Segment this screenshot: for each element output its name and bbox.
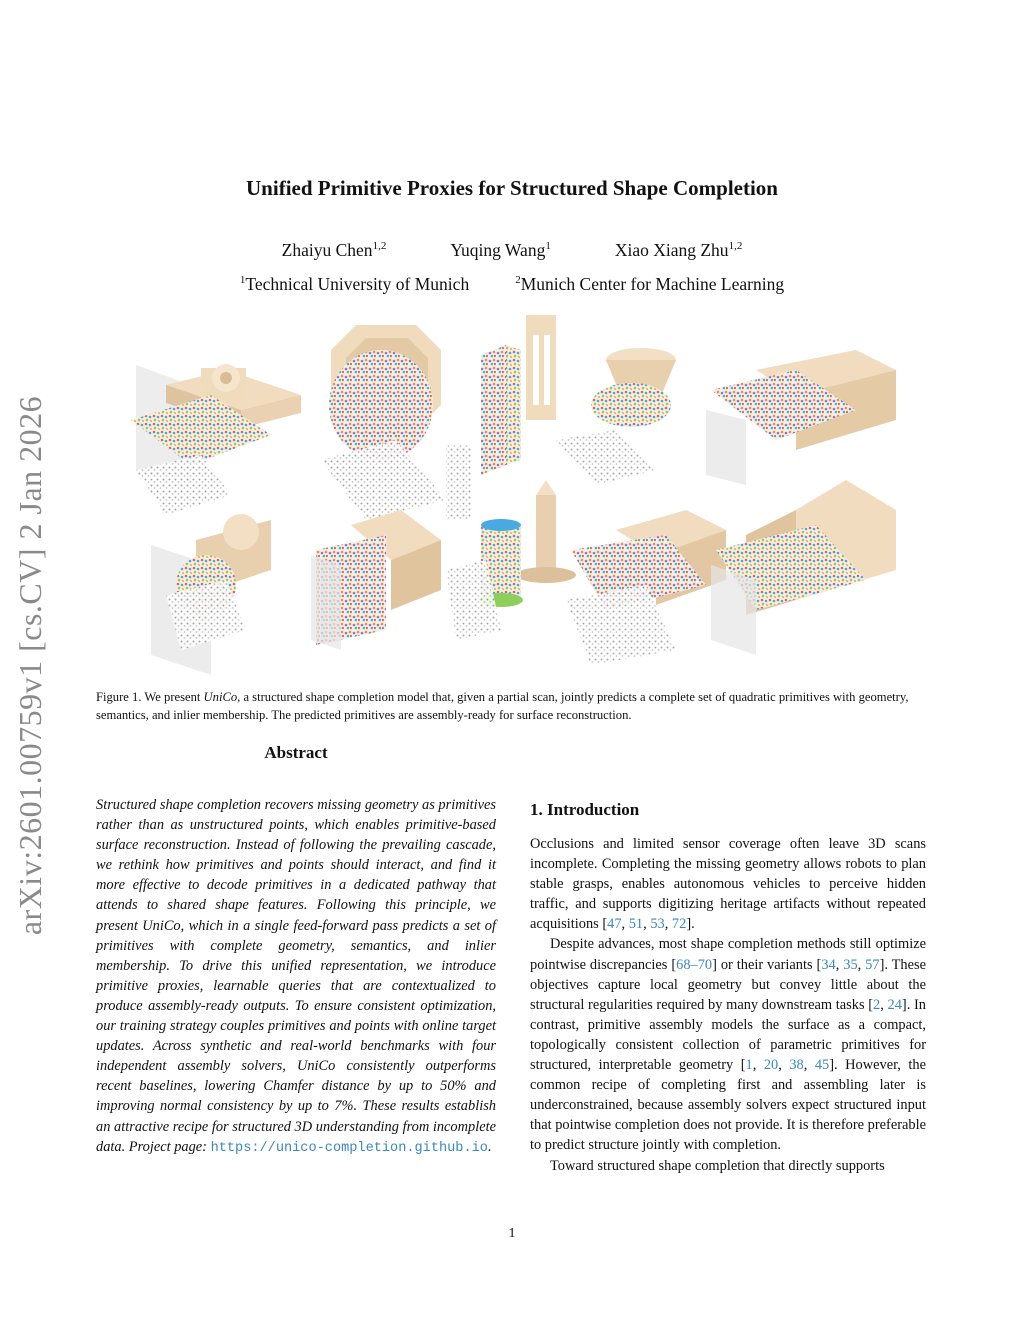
caption-label: Figure 1. [96, 690, 142, 704]
citation-link[interactable]: 20 [763, 1057, 779, 1074]
citation-link[interactable]: 2 [873, 996, 881, 1013]
caption-text-pre: We present [144, 690, 204, 704]
abstract-end: . [487, 1138, 492, 1155]
author-list [0, 240, 1024, 261]
caption-model-name: UniCo [203, 690, 238, 704]
citation-link[interactable]: 38 [789, 1057, 804, 1074]
paper-title: Unified Primitive Proxies for Structured Shape Completion [246, 176, 778, 200]
teaser-figure [96, 310, 926, 675]
arxiv-stamp-text: arXiv:2601.00759v1 [cs.CV] 2 Jan 2026 [12, 395, 49, 935]
project-url-link[interactable]: https://unico-completion.github.io [210, 1140, 488, 1156]
author: Yuqing Wang$^1$ [450, 240, 551, 260]
introduction-body [530, 834, 926, 1176]
intro-paragraph: Toward structured shape completion that directly supports [550, 1157, 885, 1174]
citation-link[interactable]: 35 [843, 956, 858, 973]
citation-link[interactable]: 34 [821, 956, 836, 973]
citation-link[interactable]: 72 [671, 916, 687, 933]
citation-link[interactable]: 57 [865, 956, 880, 973]
caption-text-post: , a structured shape completion model that, given a partial scan, jointly predicts a complete set of quadratic primitives with geometry, semantics, and inlier membership. The predicted primitives are assembly-ready for surface reconstruction. [96, 690, 909, 722]
affiliation: $^2$Munich Center for Machine Learning [515, 274, 785, 294]
intro-paragraph: Occlusions and limited sensor coverage often leave 3D scans incomplete. Completing the missing geometry allows robots to plan stable grasps, enables autonomous vehicles to perceive hidden traffic, and supports digitizing heritage artifacts without repeated acquisitions [47, 51, 53, 72]. [530, 836, 926, 933]
abstract-text: Structured shape completion recovers missing geometry as primitives rather than as unstructured points, which enables primitive-based surface reconstruction. Instead of following the prevailing cascade, we rethink how primitives and points should interact, and find it more effective to decode primitives in a dedicated pathway that attends to shared shape features. Following this principle, we present UniCo, which in a single feed-forward pass predicts a set of primitives with complete geometry, semantics, and inlier membership. To drive this unified representation, we introduce primitive proxies, learnable queries that are contextualized to produce assembly-ready outputs. To ensure consistent optimization, our training strategy couples primitives and points with online target updates. Across synthetic and real-world benchmarks with four independent assembly solvers, UniCo consistently outperforms recent baselines, lowering Chamfer distance by up to 50% and improving normal consistency by up to 7%. These results establish an attractive recipe for structured 3D understanding from incomplete data. Project page: [96, 797, 496, 1155]
citation-link[interactable]: 47 [607, 916, 622, 933]
teaser-illustration [96, 310, 926, 675]
figure-caption [96, 688, 926, 724]
citation-link[interactable]: 45 [814, 1057, 830, 1074]
page-number: 1 [508, 1226, 516, 1241]
abstract-body [96, 795, 496, 1159]
introduction-heading: 1. Introduction [530, 800, 640, 819]
citation-link[interactable]: 53 [650, 916, 665, 933]
citation-link[interactable]: 51 [628, 916, 644, 933]
citation-link[interactable]: 24 [887, 996, 902, 1013]
abstract-heading: Abstract [264, 743, 328, 762]
affiliation: $^1$Technical University of Munich [239, 274, 470, 294]
citation-link[interactable]: 68–70 [676, 956, 713, 973]
arxiv-stamp [6, 380, 56, 950]
citation-link[interactable]: 1 [745, 1057, 753, 1074]
author: Xiao Xiang Zhu$^{1,2}$ [614, 240, 743, 260]
author: Zhaiyu Chen$^{1,2}$ [281, 240, 387, 260]
affiliation-list [0, 274, 1024, 295]
intro-paragraph: Despite advances, most shape completion methods still optimize pointwise discrepancies [68–70] or their variants [34, 35, 57]. These objectives capture local geometry but convey little about the structural regularities required by many downstream tasks [2, 24]. In contrast, primitive assembly models the surface as a compact, topologically consistent collection of parametric primitives for structured, interpretable geometry [1, 20, 38, 45]. However, the common recipe of completing first and assembling later is underconstrained, because assembly solvers expect structured input that pointwise completion does not provide. It is therefore preferable to predict structure jointly with completion. [530, 936, 926, 1154]
